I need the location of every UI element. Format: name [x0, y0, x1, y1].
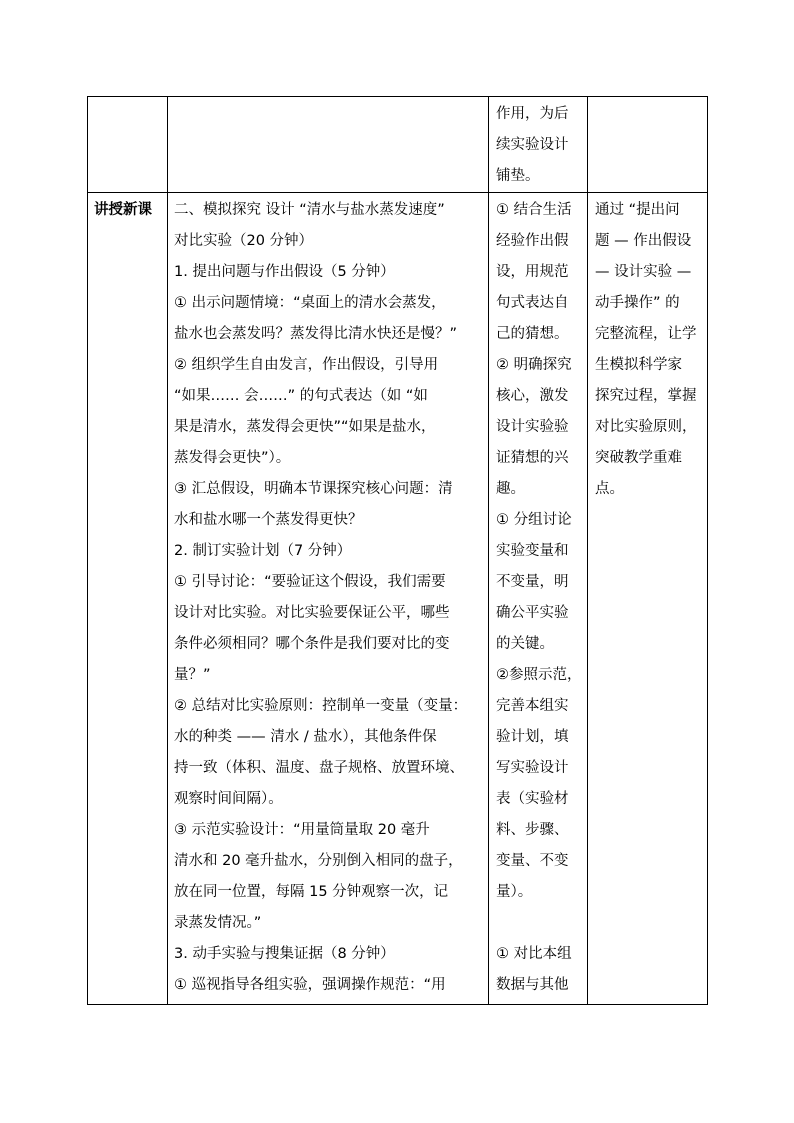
- text-line: ① 分组讨论: [496, 512, 572, 528]
- cell-student-activity: [489, 193, 588, 1005]
- text-line: 数据与其他: [496, 977, 569, 993]
- text-line: ③ 示范实验设计：“用量筒量取 20 毫升: [174, 822, 430, 838]
- text-line: ②参照示范，: [496, 667, 582, 683]
- text-line: 完善本组实: [496, 698, 569, 714]
- text-line: 盐水也会蒸发吗？蒸发得比清水快还是慢？”: [174, 326, 458, 342]
- text-line: 趣。: [496, 481, 525, 497]
- text-line: 验计划，填: [496, 729, 569, 745]
- text-line: 的关键。: [496, 636, 554, 652]
- cell-section-label: [88, 193, 168, 1005]
- text-line: 对比实验原则，: [595, 419, 697, 435]
- text-line: 不变量，明: [496, 574, 569, 590]
- text-line: 设计对比实验。对比实验要保证公平，哪些: [174, 605, 450, 621]
- text-line: 确公平实验: [496, 605, 569, 621]
- text-line: 观察时间间隔）。: [174, 791, 283, 807]
- text-line: 蒸发得会更快”）。: [174, 450, 291, 466]
- text-line: 通过 “提出问: [595, 202, 680, 218]
- text-line: 水的种类 —— 清水 / 盐水），其他条件保: [174, 729, 437, 745]
- text-line: 动手操作” 的: [595, 295, 680, 311]
- text-line: ① 对比本组: [496, 946, 572, 962]
- text-line: “如果…… 会……” 的句式表达（如 “如: [174, 388, 428, 404]
- text-line: 设，用规范: [496, 264, 569, 280]
- text-line: 果是清水，蒸发得会更快”“如果是盐水，: [174, 419, 436, 435]
- text-line: 经验作出假: [496, 233, 569, 249]
- table-row-top: [88, 97, 708, 193]
- text-line: ② 总结对比实验原则：控制单一变量（变量：: [174, 698, 468, 714]
- text-line: 突破教学重难: [595, 450, 682, 466]
- text-line: ③ 汇总假设，明确本节课探究核心问题：清: [174, 481, 453, 497]
- text-line: 核心，激发: [496, 388, 569, 404]
- text-line: 量？”: [174, 667, 211, 683]
- text-line: 录蒸发情况。”: [174, 915, 262, 931]
- text-line: 写实验设计: [496, 760, 569, 776]
- text-line: 完整流程，让学: [595, 326, 697, 342]
- text-line: ② 组织学生自由发言，作出假设，引导用: [174, 357, 439, 373]
- text-line: 铺垫。: [496, 168, 540, 184]
- text-line: ② 明确探究: [496, 357, 572, 373]
- lesson-plan-table: [87, 96, 708, 1005]
- text-line: 变量、不变: [496, 853, 569, 869]
- text-line: 生模拟科学家: [595, 357, 682, 373]
- text-line: 作用，为后: [496, 106, 569, 122]
- text-line: 量）。: [496, 884, 533, 900]
- text-line: — 设计实验 —: [595, 264, 692, 280]
- text-line: 对比实验（20 分钟）: [174, 233, 314, 249]
- text-line: ① 出示问题情境：“桌面上的清水会蒸发，: [174, 295, 446, 311]
- cell-student-activity-cont: [489, 97, 588, 193]
- text-line: 料、步骤、: [496, 822, 569, 838]
- text-line: ① 巡视指导各组实验，强调操作规范：“用: [174, 977, 446, 993]
- text-line: 句式表达自: [496, 295, 569, 311]
- student-activity-text: [489, 97, 587, 192]
- student-activity-text: [489, 193, 587, 1001]
- table-row-new-lesson: [88, 193, 708, 1005]
- text-line: 清水和 20 毫升盐水，分别倒入相同的盘子，: [174, 853, 463, 869]
- text-line: 条件必须相同？哪个条件是我们要对比的变: [174, 636, 450, 652]
- cell-empty-1: [88, 97, 168, 193]
- text-line: 设计实验验: [496, 419, 569, 435]
- design-intent-text: [588, 193, 707, 505]
- teacher-activity-text: [168, 193, 488, 1001]
- text-line: 3. 动手实验与搜集证据（8 分钟）: [174, 946, 395, 962]
- text-line: ① 结合生活: [496, 202, 572, 218]
- text-line: 实验变量和: [496, 543, 569, 559]
- text-line: 点。: [595, 481, 624, 497]
- text-line: 二、模拟探究 设计 “清水与盐水蒸发速度”: [174, 202, 445, 218]
- text-line: 续实验设计: [496, 137, 569, 153]
- text-line: 水和盐水哪一个蒸发得更快？: [174, 512, 363, 528]
- text-line: 探究过程，掌握: [595, 388, 697, 404]
- text-line: ① 引导讨论：“要验证这个假设，我们需要: [174, 574, 446, 590]
- text-line: 持一致（体积、温度、盘子规格、放置环境、: [174, 760, 464, 776]
- text-line: 题 — 作出假设: [595, 233, 692, 249]
- cell-teacher-activity: [168, 193, 489, 1005]
- section-label: 讲授新课: [94, 202, 152, 218]
- text-line: 己的猜想。: [496, 326, 569, 342]
- cell-empty-4: [588, 97, 708, 193]
- cell-design-intent: [588, 193, 708, 1005]
- text-line: [496, 908, 583, 939]
- text-line: 1. 提出问题与作出假设（5 分钟）: [174, 264, 395, 280]
- text-line: 放在同一位置，每隔 15 分钟观察一次，记: [174, 884, 449, 900]
- text-line: 表（实验材: [496, 791, 569, 807]
- text-line: 证猜想的兴: [496, 450, 569, 466]
- text-line: 2. 制订实验计划（7 分钟）: [174, 543, 352, 559]
- cell-empty-2: [168, 97, 489, 193]
